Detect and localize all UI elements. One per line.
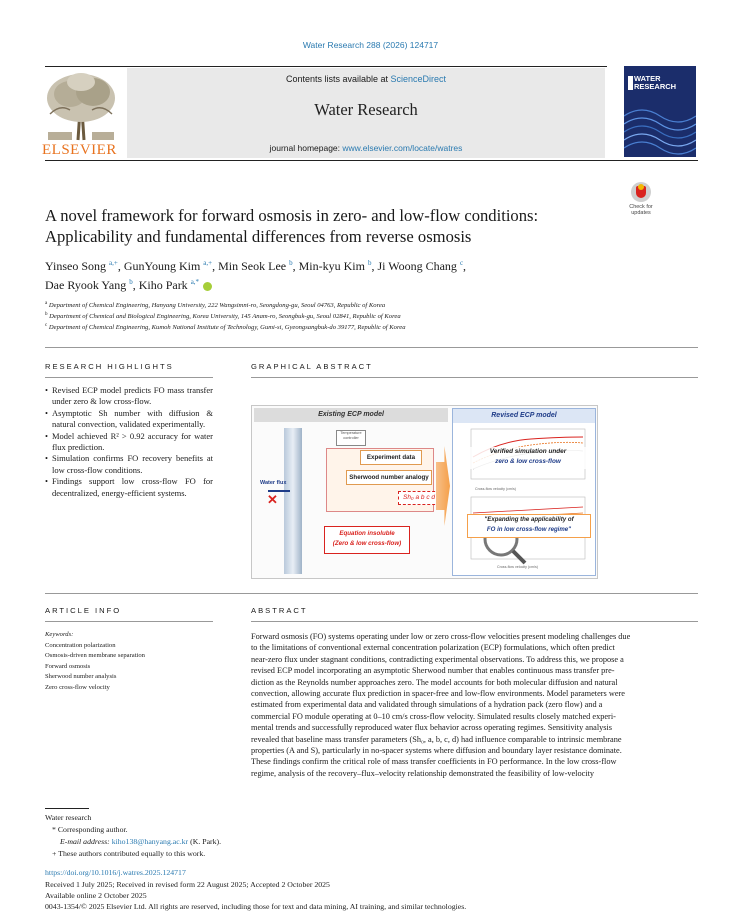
highlight-text: Findings support low cross-flow FO for decentralized, energy-efficient systems. [52,476,213,498]
abstract-line: mental trends and successfully reproduced water flux behavior across operating regimes. Sensitivity analysis [251,723,613,733]
affiliation-text: Department of Chemical and Biological Engineering, Korea University, 145 Anam-ro, Seongbuk-gu, Seoul 02841, Republic of Korea [49,313,401,321]
author-sep: , [371,259,378,273]
abstract-line: near-zero flux under stagnant conditions, contradicting experimental observations. To address this, we propose a [251,654,624,664]
section-divider [45,347,698,348]
author-sup[interactable]: a,+ [203,259,213,267]
affiliation-text: Department of Chemical Engineering, Hanyang University, 222 Wangsimni-ro, Seongdong-gu, Seoul 04763, Republic of Korea [48,302,386,310]
abstract-line: commercial FO module operating at 0–10 cm/s cross-flow velocity. Simulated results closely matched experi- [251,711,616,721]
lower-axis-label: Cross-flow velocity (cm/s) [497,565,538,569]
upper-axis-label: Cross-flow velocity (cm/s) [475,487,516,491]
params-box: Sh₀ a b c d [398,491,440,505]
author[interactable] [45,259,118,273]
author[interactable] [124,259,212,273]
highlight-text: Asymptotic Sh number with diffusion & natural convection, validated experimentally. [52,407,213,430]
author-sup[interactable]: a,* [190,278,200,286]
highlight-item: • Simulation confirms FO recovery benefits at low cross-flow conditions. [45,453,213,475]
elsevier-wordmark: ELSEVIER [42,142,117,158]
affiliation-sup: a [45,301,48,306]
article-title-line1: A novel framework for forward osmosis in zero- and low-flow conditions: [45,206,539,225]
keyword-item: Osmosis-driven membrane separation [45,652,145,659]
affiliation [45,310,645,321]
check-for-updates-badge[interactable] [624,182,658,218]
revised-model-title: Revised ECP model [453,409,595,423]
footnote-equal: + These authors contributed equally to this work. [52,849,206,858]
homepage-link[interactable]: www.elsevier.com/locate/watres [342,143,463,153]
affiliation [45,321,645,332]
footnote-journal: Water research [45,813,92,822]
elsevier-tree-logo [40,70,122,142]
author[interactable] [139,278,199,292]
author[interactable] [45,278,133,292]
author-name: Min-kyu Kim [298,259,365,273]
highlight-item: • Asymptotic Sh number with diffusion & natural convection, validated experimentally. [45,407,213,430]
author-sup[interactable]: a,+ [109,259,118,267]
water-flux-label: Water flux [260,480,287,486]
experiment-data-box: Experiment data [360,450,422,465]
cover-wave-art [624,96,696,157]
journal-masthead [127,68,605,158]
abstract-line: Forward osmosis (FO) systems operating under low or zero cross-flow velocities present modeling challenges due [251,632,631,641]
section-divider [45,593,698,594]
author-sep: , [463,259,467,273]
expand-line2: FO in low cross-flow regime" [486,526,572,533]
check-updates-icon [631,182,651,202]
expanding-applicability-note [467,514,591,538]
highlight-item: • Model achieved R² > 0.92 accuracy for water flux prediction. [45,430,213,453]
cover-title-line1: WATER [634,74,661,83]
received-dates: Received 1 July 2025; Received in revised form 22 August 2025; Accepted 2 October 2025 [45,880,330,889]
highlights-rule [45,377,213,378]
graphical-abstract-rule [251,377,698,378]
keyword-item: Concentration polarization [45,641,116,649]
keyword-item: Zero cross-flow velocity [45,683,110,691]
highlight-item: • Findings support low cross-flow FO for decentralized, energy-efficient systems. [45,476,213,498]
insoluble-line2: (Zero & low cross-flow) [332,540,402,547]
author-sup[interactable]: b [289,259,293,267]
highlight-text: Model achieved R² > 0.92 accuracy for water flux prediction. [52,430,213,453]
abstract-text [251,631,697,779]
author-name: Min Seok Lee [218,259,287,273]
abstract-line: properties (A and S), particularly in no-spacer systems where diffusion and boundary layer resistance dominate. [251,746,622,756]
contents-prefix: Contents lists available at [285,74,391,84]
copyright: 0043-1354/© 2025 Elsevier Ltd. All rights are reserved, including those for text and data mining, AI training, and similar technologies. [45,902,467,911]
check-updates-line2: updates [631,210,651,216]
membrane-column [284,428,302,574]
article-info-rule [45,621,213,622]
journal-cover-image[interactable] [624,66,696,157]
abstract-line: regime, analysis of the recovery–flux–velocity relationship demonstrated the feasibility of low-velocity [251,768,595,778]
orcid-icon[interactable] [203,282,212,291]
abstract-line: diction as the Reynolds number approaches zero. The model accounts for both molecular diffusion and natural [251,677,618,687]
masthead-top-rule [45,66,607,67]
abstract-line: These findings confirm the critical role of mass transfer coefficients in FO performance. In the low cross-flow [251,757,617,767]
author-name: Yinseo Song [45,259,107,273]
keywords-block [45,630,225,693]
author-name: Kiho Park [138,278,188,292]
verified-line2: zero & low cross-flow [495,458,561,465]
verified-simulation-note [467,447,589,469]
temperature-controller-tag: Temperature controller [336,430,366,446]
highlights-heading: RESEARCH HIGHLIGHTS [45,362,174,371]
email-label: E-mail address: [60,837,112,846]
email-link[interactable]: kiho138@hanyang.ac.kr [111,837,189,846]
author[interactable] [299,259,372,273]
author-sup[interactable]: b [129,278,133,286]
footnote-email [60,837,221,847]
graphical-abstract-heading: GRAPHICAL ABSTRACT [251,362,373,371]
author[interactable] [218,259,293,273]
footnote-rule [45,808,89,809]
abstract-line: revealed that baseline mass transfer parameters (Sh₀, a, b, c, d) had influence comparable to intrinsic membrane [251,734,622,744]
author-sup[interactable]: c [459,259,464,267]
check-updates-label [624,204,658,216]
contents-line [127,74,605,84]
existing-model-panel [254,408,448,574]
keyword-item: Sherwood number analysis [45,673,117,680]
affiliation-sup: c [45,323,48,328]
equation-insoluble-box [324,526,410,554]
author-sup[interactable]: b [367,259,372,267]
graphical-abstract-figure[interactable] [251,405,598,579]
highlights-list [45,385,213,499]
check-updates-line1: Check for [629,204,653,210]
highlight-text: Revised ECP model predicts FO mass transfer under zero & low cross-flow. [52,385,213,407]
verified-line1: Verified simulation under [489,448,567,455]
affiliation [45,299,645,310]
keywords-label: Keywords: [45,631,74,638]
sciencedirect-link[interactable]: ScienceDirect [390,74,447,84]
revised-model-panel [452,408,596,576]
cover-title [624,75,696,91]
abstract-line: revised ECP model incorporating an asymptotic Sherwood number that enables continuous mass transfer pre- [251,666,615,676]
author-sep: , [132,278,139,292]
affiliation-text: Department of Chemical Engineering, Kumoh National Institute of Technology, Gumi-si, Gyeongsangbuk-do 39177, Republic of Korea [48,324,406,332]
abstract-line: convection, allowing accurate flux prediction in spacer-free and low-flow environments. Model parameters were [251,689,625,699]
cover-title-line2: RESEARCH [634,82,677,91]
highlight-text: Simulation confirms FO recovery benefits at low cross-flow conditions. [52,453,213,475]
author-name: Dae Ryook Yang [45,278,127,292]
author-sep: , [212,259,219,273]
author-sep: , [117,259,124,273]
homepage-prefix: journal homepage: [269,143,343,153]
cross-mark-icon: ✕ [267,492,278,507]
insoluble-line1: Equation insoluble [339,530,395,537]
author-name: Ji Woong Chang [377,259,457,273]
article-title [45,205,605,247]
masthead-bottom-rule [45,160,698,161]
email-suffix: (K. Park). [188,837,222,846]
expand-line1: "Expanding the applicability of [484,516,574,523]
abstract-rule [251,621,698,622]
sherwood-analogy-box: Sherwood number analogy [346,470,432,485]
highlight-item: • Revised ECP model predicts FO mass transfer under zero & low cross-flow. [45,385,213,407]
footnote-corresponding: * Corresponding author. [52,825,128,834]
abstract-heading: ABSTRACT [251,606,308,615]
author[interactable] [377,259,463,273]
abstract-line: to the limitations of conventional external concentration polarization (ECP) formulations, which often predict [251,643,615,653]
journal-citation[interactable]: Water Research 288 (2026) 124717 [302,40,439,50]
existing-model-title: Existing ECP model [254,408,448,422]
keyword-item: Forward osmosis [45,662,91,670]
doi-text[interactable]: https://doi.org/10.1016/j.watres.2025.124717 [45,868,186,877]
journal-name: Water Research [314,100,418,119]
author-name: GunYoung Kim [123,259,201,273]
abstract-line: estimated from experimental data and validated through simulations of a hydration pack (zero flow) and a [251,700,603,710]
doi-link[interactable] [45,868,186,878]
homepage-line [127,143,605,153]
article-title-line2: Applicability and fundamental differences from reverse osmosis [45,227,472,246]
affiliation-sup: b [45,312,48,317]
author-sep: , [292,259,299,273]
article-info-heading: ARTICLE INFO [45,606,122,615]
available-online: Available online 2 October 2025 [45,891,147,900]
author-list [45,257,615,295]
